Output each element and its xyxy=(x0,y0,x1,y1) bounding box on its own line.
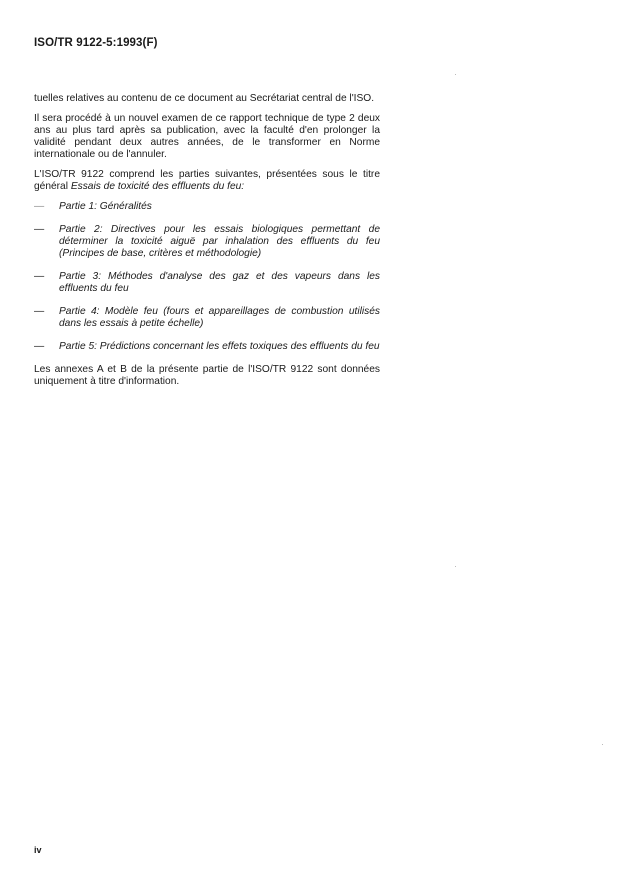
list-item-part-4 xyxy=(34,306,380,330)
document-header: ISO/TR 9122-5:1993(F) xyxy=(34,37,158,49)
parts-list xyxy=(34,201,380,353)
dash-bullet: — xyxy=(34,271,45,282)
list-item-part-2 xyxy=(34,224,380,260)
paragraph-review: Il sera procédé à un nouvel examen de ce rapport technique de type 2 deux ans au plus tard après sa publication, avec la faculté d'en prolonger la validité pendant deux autres années, de le transformer en Norme internationale ou de l'annuler. xyxy=(34,113,380,160)
dash-bullet: — xyxy=(34,341,45,352)
paragraph-annexes: Les annexes A et B de la présente partie de l'ISO/TR 9122 sont données uniquement à titre d'information. xyxy=(34,364,380,387)
part-text: Partie 4: Modèle feu (fours et appareillages de combustion utilisés dans les essais à petite échelle) xyxy=(59,306,380,329)
list-item-part-5 xyxy=(34,341,380,353)
parts-intro-text: L'ISO/TR 9122 comprend les parties suivantes, présentées sous le titre général xyxy=(34,169,380,192)
part-text: Partie 1: Généralités xyxy=(59,201,152,212)
dash-bullet: — xyxy=(34,224,45,235)
list-item-part-3 xyxy=(34,271,380,295)
page-number: iv xyxy=(34,845,42,855)
list-item-part-1 xyxy=(34,201,380,213)
part-text: Partie 3: Méthodes d'analyse des gaz et des vapeurs dans les effluents du feu xyxy=(59,271,380,294)
document-body xyxy=(34,93,380,396)
paragraph-continuation: tuelles relatives au contenu de ce document au Secrétariat central de l'ISO. xyxy=(34,93,375,104)
scan-speck xyxy=(602,744,603,745)
paragraph-parts-intro xyxy=(34,169,380,193)
dash-bullet: — xyxy=(34,201,45,212)
scan-speck xyxy=(455,74,456,75)
dash-bullet: — xyxy=(34,306,45,317)
series-title: Essais de toxicité des effluents du feu: xyxy=(70,181,245,192)
part-text: Partie 5: Prédictions concernant les effets toxiques des effluents du feu xyxy=(59,341,380,352)
scan-speck xyxy=(455,566,456,567)
part-text: Partie 2: Directives pour les essais biologiques permettant de déterminer la toxicité aiguë par inhalation des effluents du feu (Principes de base, critères et méthodologie) xyxy=(59,224,380,259)
